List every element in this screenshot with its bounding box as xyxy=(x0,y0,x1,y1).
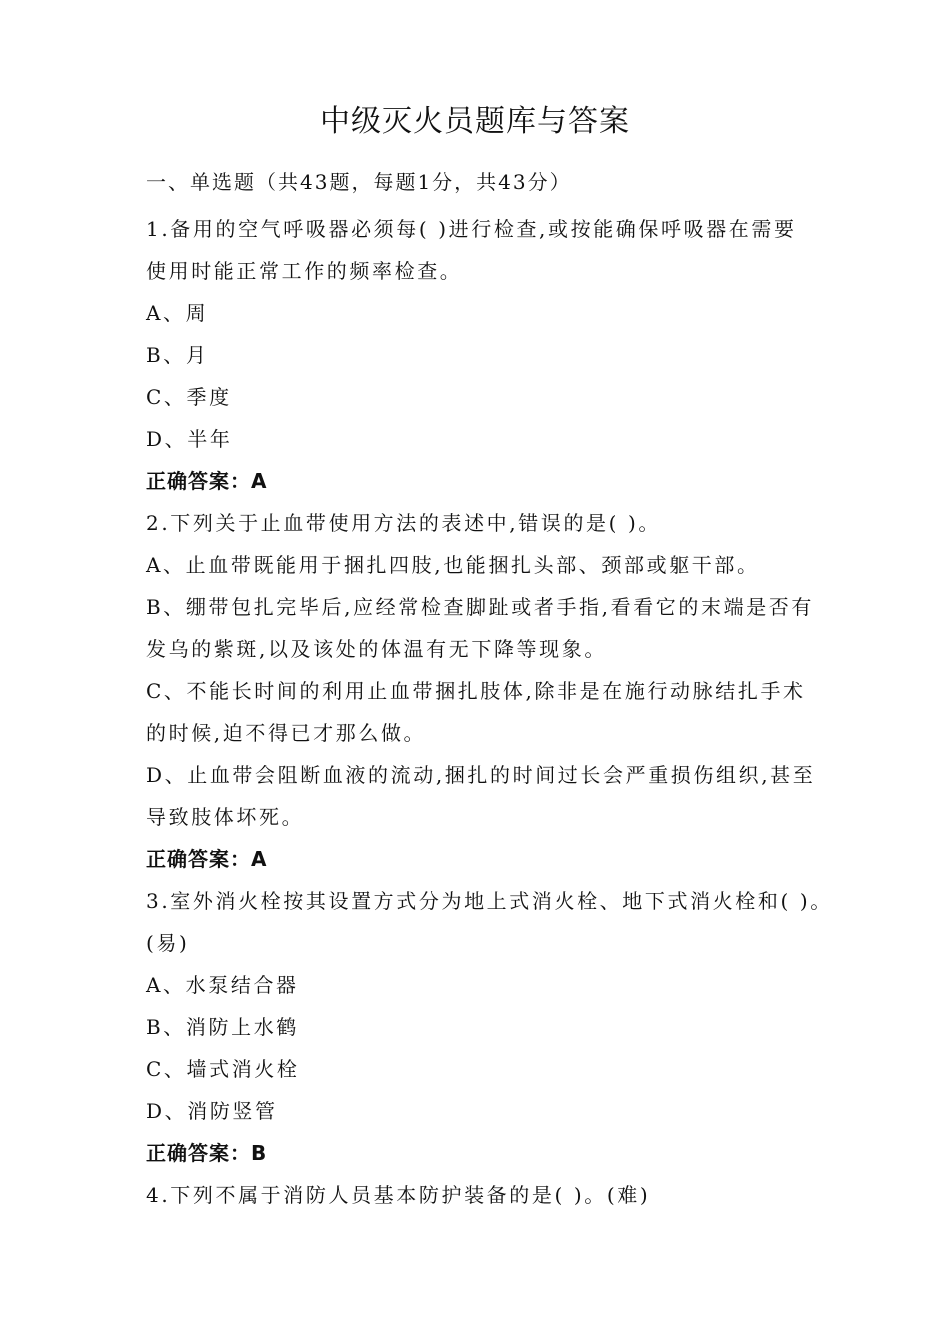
question-line: 使用时能正常工作的频率检查。 xyxy=(146,259,463,283)
question-line: 4.下列不属于消防人员基本防护装备的是( )。(难) xyxy=(146,1183,651,1207)
option-line: B、绷带包扎完毕后,应经常检查脚趾或者手指,看看它的末端是否有 xyxy=(146,595,815,619)
option-line: B、月 xyxy=(146,343,209,367)
option-line: A、水泵结合器 xyxy=(146,973,299,997)
answer-line: 正确答案：A xyxy=(146,469,268,493)
document-body xyxy=(146,208,833,1216)
answer-line: 正确答案：B xyxy=(146,1141,268,1165)
option-line: 的时候,迫不得已才那么做。 xyxy=(146,721,427,745)
option-line: C、墙式消火栓 xyxy=(146,1057,300,1081)
option-line: D、止血带会阻断血液的流动,捆扎的时间过长会严重损伤组织,甚至 xyxy=(146,763,816,787)
option-line: B、消防上水鹤 xyxy=(146,1015,299,1039)
option-line: C、不能长时间的利用止血带捆扎肢体,除非是在施行动脉结扎手术 xyxy=(146,679,806,703)
document-title: 中级灭火员题库与答案 xyxy=(320,104,630,139)
question-line: 1.备用的空气呼吸器必须每( )进行检查,或按能确保呼吸器在需要 xyxy=(146,217,797,241)
option-line: A、止血带既能用于捆扎四肢,也能捆扎头部、颈部或躯干部。 xyxy=(146,553,760,577)
question-line: (易) xyxy=(146,931,190,955)
option-line: 导致肢体坏死。 xyxy=(146,805,305,829)
option-line: A、周 xyxy=(146,301,209,325)
option-line: 发乌的紫斑,以及该处的体温有无下降等现象。 xyxy=(146,637,607,661)
question-line: 2.下列关于止血带使用方法的表述中,错误的是( )。 xyxy=(146,511,662,535)
question-line: 3.室外消火栓按其设置方式分为地上式消火栓、地下式消火栓和( )。 xyxy=(146,889,833,913)
section-heading: 一、单选题（共43题，每题1分，共43分） xyxy=(146,170,572,194)
answer-line: 正确答案：A xyxy=(146,847,268,871)
option-line: C、季度 xyxy=(146,385,232,409)
option-line: D、半年 xyxy=(146,427,233,451)
option-line: D、消防竖管 xyxy=(146,1099,278,1123)
